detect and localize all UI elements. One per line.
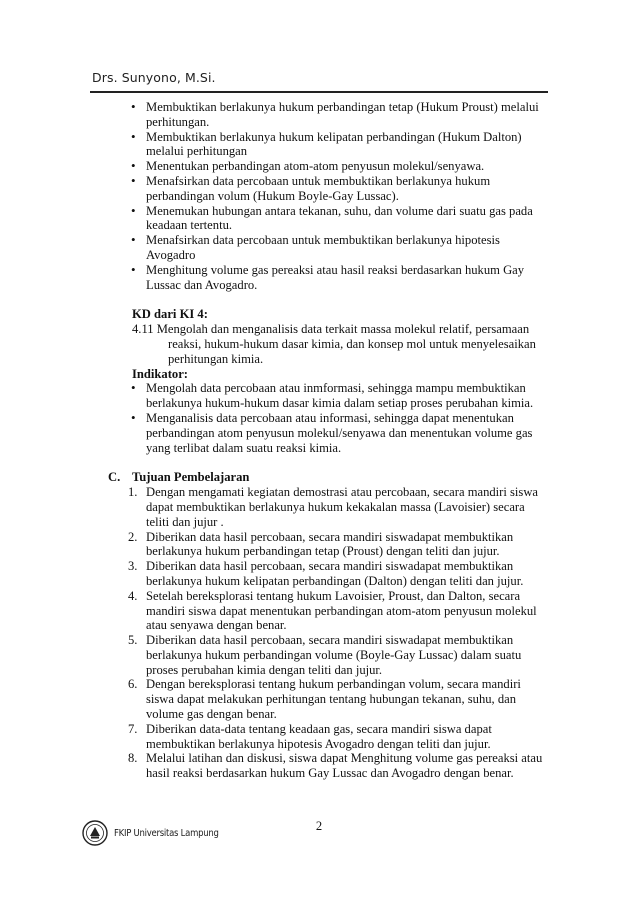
list-item: • Menemukan hubungan antara tekanan, suhu, dan volume dari suatu gas pada keadaan tertentu. <box>146 204 548 234</box>
list-item: • Membuktikan berlakunya hukum perbandingan tetap (Hukum Proust) melalui perhitungan. <box>146 100 548 130</box>
list-item: • Membuktikan berlakunya hukum kelipatan perbandingan (Hukum Dalton) melalui perhitungan <box>146 130 548 160</box>
item-text: Diberikan data hasil percobaan, secara mandiri siswadapat membuktikan berlakunya hukum kelipatan perbandingan (Dalton) dengan teliti dan jujur. <box>146 559 524 588</box>
item-text: Diberikan data-data tentang keadaan gas, secara mandiri siswa dapat membuktikan berlakunya hipotesis Avogadro dengan teliti dan jujur. <box>146 721 492 751</box>
list-item <box>128 721 548 752</box>
list-item: • Menganalisis data percobaan atau informasi, sehingga dapat menentukan perbandingan atom penyusun molekul/senyawa dan menentukan volume gas yang terlibat dalam suatu reaksi kimia. <box>146 411 548 455</box>
item-text: Diberikan data hasil percobaan, secara mandiri siswadapat membuktikan berlakunya hukum perbandingan volume (Boyle-Gay Lussac) dalam suatu proses perubahan kimia dengan teliti dan jujur. <box>146 633 522 677</box>
list-item: • Menafsirkan data percobaan untuk membuktikan berlakunya hukum perbandingan volum (Hukum Boyle-Gay Lussac). <box>146 174 548 204</box>
item-text: Setelah bereksplorasi tentang hukum Lavoisier, Proust, dan Dalton, secara mandiri siswa dapat menentukan perbandingan atom-atom penyusun molekul atau senyawa dengan benar. <box>146 588 537 633</box>
indikator-list <box>108 381 548 455</box>
list-item <box>128 633 548 677</box>
item-number: 5. <box>128 633 138 648</box>
footer-institution: FKIP Universitas Lampung <box>114 827 219 839</box>
list-item <box>128 529 548 560</box>
page-content <box>108 100 548 781</box>
page-header-author: Drs. Sunyono, M.Si. <box>92 70 216 85</box>
list-item <box>128 677 548 722</box>
item-number: 4. <box>128 588 138 603</box>
tujuan-list <box>108 485 548 781</box>
list-item: • Menentukan perbandingan atom-atom penyusun molekul/senyawa. <box>146 159 548 174</box>
item-number: 6. <box>128 677 138 692</box>
section-title: Tujuan Pembelajaran <box>132 470 250 485</box>
item-number: 3. <box>128 559 138 574</box>
section-letter: C. <box>108 470 121 485</box>
kd-section <box>108 307 548 455</box>
bullet-list-top <box>108 100 548 292</box>
page-footer <box>82 820 237 846</box>
indikator-label: Indikator: <box>132 366 188 381</box>
list-item: • Menghitung volume gas pereaksi atau hasil reaksi berdasarkan hukum Gay Lussac dan Avogadro. <box>146 263 548 293</box>
university-seal-icon <box>82 820 108 846</box>
item-number: 7. <box>128 721 138 736</box>
list-item: • Menafsirkan data percobaan untuk membuktikan berlakunya hipotesis Avogadro <box>146 233 548 263</box>
item-text: Dengan bereksplorasi tentang hukum perbandingan volum, secara mandiri siswa dapat melakukan perhitungan tentang hubungan tekanan, suhu, dan volume gas dengan benar. <box>146 677 521 722</box>
kd-item: 4.11 Mengolah dan menganalisis data terkait massa molekul relatif, persamaan reaksi, hukum-hukum dasar kimia, dan konsep mol untuk menyelesaikan perhitungan kimia. <box>132 322 536 366</box>
item-number: 1. <box>128 485 138 500</box>
list-item <box>128 588 548 633</box>
header-rule <box>90 91 548 93</box>
item-number: 2. <box>128 529 138 544</box>
list-item: • Mengolah data percobaan atau inmformasi, sehingga mampu membuktikan berlakunya hukum-hukum dasar kimia dalam setiap proses perubahan kimia. <box>146 381 548 411</box>
item-text: Melalui latihan dan diskusi, siswa dapat Menghitung volume gas pereaksi atau hasil reaksi berdasarkan hukum Gay Lussac dan Avogadro dengan benar. <box>146 751 543 781</box>
item-number: 8. <box>128 751 138 766</box>
list-item <box>128 559 548 589</box>
kd-heading: KD dari KI 4: <box>132 307 208 322</box>
item-text: Dengan mengamati kegiatan demostrasi atau percobaan, secara mandiri siswa dapat membuktikan berlakunya hukum kekakalan massa (Lavoisier) secara teliti dan jujur . <box>146 485 538 529</box>
list-item <box>128 485 548 529</box>
section-c-heading <box>108 470 548 485</box>
page-number: 2 <box>315 819 323 833</box>
item-text: Diberikan data hasil percobaan, secara mandiri siswadapat membuktikan berlakunya hukum perbandingan tetap (Proust) dengan teliti dan jujur. <box>146 529 514 559</box>
list-item <box>128 751 548 781</box>
